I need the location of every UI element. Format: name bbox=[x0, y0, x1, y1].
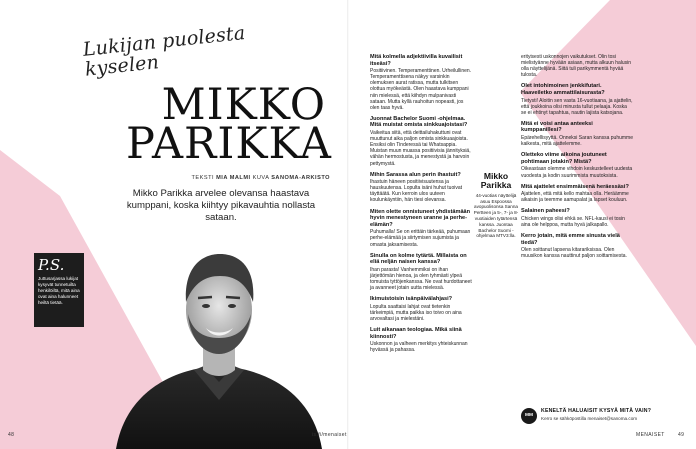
reader-question-promo bbox=[521, 407, 671, 429]
question: Sinulla on kolme tytärtä. Millaista on eliä neljän naisen kanssa? bbox=[370, 252, 467, 266]
magazine-logo-icon: MM bbox=[521, 408, 537, 424]
credits-mid: KUVA bbox=[252, 175, 270, 181]
answer: Puhumalla! Se on erittäin tärkeää, puhumaan perhe-elämää ja siirtymisen sujumista ja omasta jaksamisesta. bbox=[370, 229, 471, 248]
folio-left-page-number: 48 bbox=[8, 432, 15, 438]
qa-item bbox=[370, 54, 472, 111]
ps-info-box bbox=[34, 253, 84, 327]
byline bbox=[150, 175, 330, 181]
qa-item bbox=[370, 296, 472, 322]
sidebar-profile bbox=[472, 172, 520, 239]
answer: Olen soittanut lapsena kitarariksissa. Olen muusikon kanssa nauttinut paljon soittamisesta. bbox=[521, 247, 627, 260]
sidebar-name-line-2: Parikka bbox=[480, 180, 512, 191]
credits-photo: SANOMA-ARKISTO bbox=[271, 175, 330, 181]
answer: erityisesti uskonnojen vaikutukset. Olin tosi mielistyänne hyvään asiaan, mutta alkuun halusin olla näyttelijänä. Siitä tuli parikymmentä hyvää tulosta. bbox=[521, 54, 632, 79]
qa-item bbox=[521, 184, 633, 204]
sidebar-name-line-1: Mikko bbox=[483, 171, 509, 181]
answer: Ajattelen, että mitä kello mahtaa olla. Heräämme aikaisin ja teemme aamupalat ja lapset kouluun. bbox=[521, 191, 629, 204]
promo-text: Kerro se sähköpostilla menaiset@sanoma.com bbox=[541, 416, 638, 421]
qa-item bbox=[521, 54, 633, 78]
ps-mark: P.S. bbox=[38, 256, 65, 274]
promo-heading: KENELTÄ HALUAISIT KYSYÄ MITÄ VAIN? bbox=[541, 408, 652, 414]
sidebar-bio: 44-vuotias näyttelijä asuu Espoossa avopuolisonsa Sanna Pertteen ja 5-, 7- ja 8-vuotiaiden tytärtensä kanssa. Juontaa Bachelor Suomi -ohjelmaa MTV3:lla. bbox=[473, 192, 519, 239]
question: Miten olette onnistuneet yhdistämään hyvin menestyneen uranne ja perhe-elämän? bbox=[370, 208, 471, 228]
qa-item bbox=[370, 327, 472, 353]
title-line-1: MIKKO bbox=[161, 80, 326, 130]
question: Luit aikanaan teologiaa. Mikä siinä kiinnosti? bbox=[370, 327, 462, 340]
article-title bbox=[126, 80, 332, 169]
article-column-2 bbox=[521, 54, 633, 265]
qa-item bbox=[370, 116, 472, 167]
ps-text: Juttusarjassa lukijat kysyvät tunnetuilta henkilöiltä, mitä aina ovat aina halunneet heiltä tietää. bbox=[38, 276, 80, 305]
qa-item bbox=[521, 121, 633, 147]
qa-item bbox=[370, 172, 472, 204]
portrait-eye-left bbox=[202, 304, 210, 308]
folio-right-magazine: MENAISET bbox=[636, 432, 665, 438]
qa-item bbox=[521, 208, 633, 228]
portrait-eye-right bbox=[228, 304, 236, 308]
answer: Lopulta saattaisi lahjat ovat tietenkin tärkeimpiä, mutta paikka iso toivo on aina arvovaltasi ja mielestäni. bbox=[370, 303, 462, 322]
section-kicker: Lukijan puolesta kyselen bbox=[81, 21, 247, 81]
question: Mitä ei voisi antaa anteeksi kumppanillesi? bbox=[521, 120, 593, 134]
answer: Uskonnon ja valheen merkitys yhteiskunnan hyvässä ja pahassa. bbox=[370, 341, 468, 354]
folio-left-site: is.fi/menaiset bbox=[312, 432, 347, 438]
question: Juonnat Bachelor Suomi -ohjelmaa. Mitä muistat omista sinkkuajoistasi? bbox=[370, 115, 468, 129]
question: Ikimuistoisin isänpäivälahjasi? bbox=[370, 296, 453, 303]
qa-item bbox=[370, 253, 472, 292]
answer: Chicken wings olisi ehkä se. NFL-kausi ei tosin aina ole helppoa, mutta hyvä jalkapallo. bbox=[521, 215, 625, 229]
article-column-1 bbox=[370, 54, 472, 358]
qa-item bbox=[370, 209, 472, 248]
question: Salainen paheesi? bbox=[521, 208, 570, 215]
answer: Ihastuin häneen positiivisuutensa ja hauskuutensa. Lopulta isäni huhut tuoivat täyttäätä. Kun kerroin ulos uuteen koulunkäyntiin, hän tiesi olevansa. bbox=[370, 179, 463, 204]
article-lead: Mikko Parikka arvelee olevansa haastava kumppani, koska kiihtyy pikavauhtia nollasta sataan. bbox=[126, 188, 316, 223]
answer: Positiivinen. Temperamenttinen. Urheilullinen. Temperamenttisena näkyy varsinkin olemuksen aurat ratissa, mutta tulkitsen olottua myökeästä. Olen haastava kumppani niin mielessä, että kiihdyn mulpanivasti sataan. Mutta kyllä rauhoitun nopeasti, jos olen taas hyvä. bbox=[370, 68, 472, 111]
question: Mihin Sarassa alun perin ihastuit? bbox=[370, 171, 461, 178]
answer: Ihan parasta! Vanhemmiksi on ihan järjettömän hienoa, ja olen tyhmästi ylpeä tomuista tyttöjenkanssa. Ne ovat hurdottaneet ja avanneet jotain uutta mielessä. bbox=[370, 266, 472, 292]
answer: Epärehellisyyttä. Onneksi Saran kanssa puhumme kaikesta, mitä ajattelemme. bbox=[521, 135, 634, 148]
question: Olet intohimoinen jenkkifutari. Haaveiletko ammattilaisurasta? bbox=[521, 83, 605, 96]
answer: Vaikeitua siitä, että deittailuhakuttuni ovat muuttunut aika paljon omista sinkkuaajoista. Ensiksi olin Tinderessä tai Whatsappia. Muistan muun muassa positiivisia jännityksiä, vähän hermostusta, ja menestystä ja harvoin pettymystä. bbox=[370, 130, 471, 167]
portrait-shoulders bbox=[116, 366, 322, 449]
page-gutter bbox=[347, 0, 349, 449]
question: Oletteko viime aikoina joutuneet pohtimaan jotakin? Mistä? bbox=[521, 152, 607, 165]
folio-right-page-number: 49 bbox=[678, 432, 685, 438]
credits-writer: MIA MALMI bbox=[216, 175, 251, 181]
portrait-photo bbox=[106, 210, 332, 449]
credits-prefix: TEKSTI bbox=[191, 175, 215, 181]
qa-item bbox=[521, 83, 633, 115]
answer: Tietysti! Aloitin sen vasta 16-vuotiaana, ja ajattelin, että joukkoina olisi minusta tullut pelaaja. Koska se ei ehtinyt tapahtua, nautin lajista katsojana. bbox=[521, 97, 633, 116]
qa-item bbox=[521, 152, 633, 178]
question: Kerro jotain, mitä emme sinusta vielä tiedä? bbox=[521, 233, 620, 246]
qa-item bbox=[521, 233, 633, 259]
question: Mitä ajattelet ensimmäisenä heräessäsi? bbox=[521, 183, 629, 190]
title-line-2: PARIKKA bbox=[126, 119, 332, 169]
question: Mitä kolmella adjektiivilla kuvailisit itseäsi? bbox=[370, 54, 463, 67]
answer: Oikeastaan olemme vihdoin keskustelleet uudesta vuodesta ja kodin suurimmista muutoksista. bbox=[521, 166, 633, 179]
